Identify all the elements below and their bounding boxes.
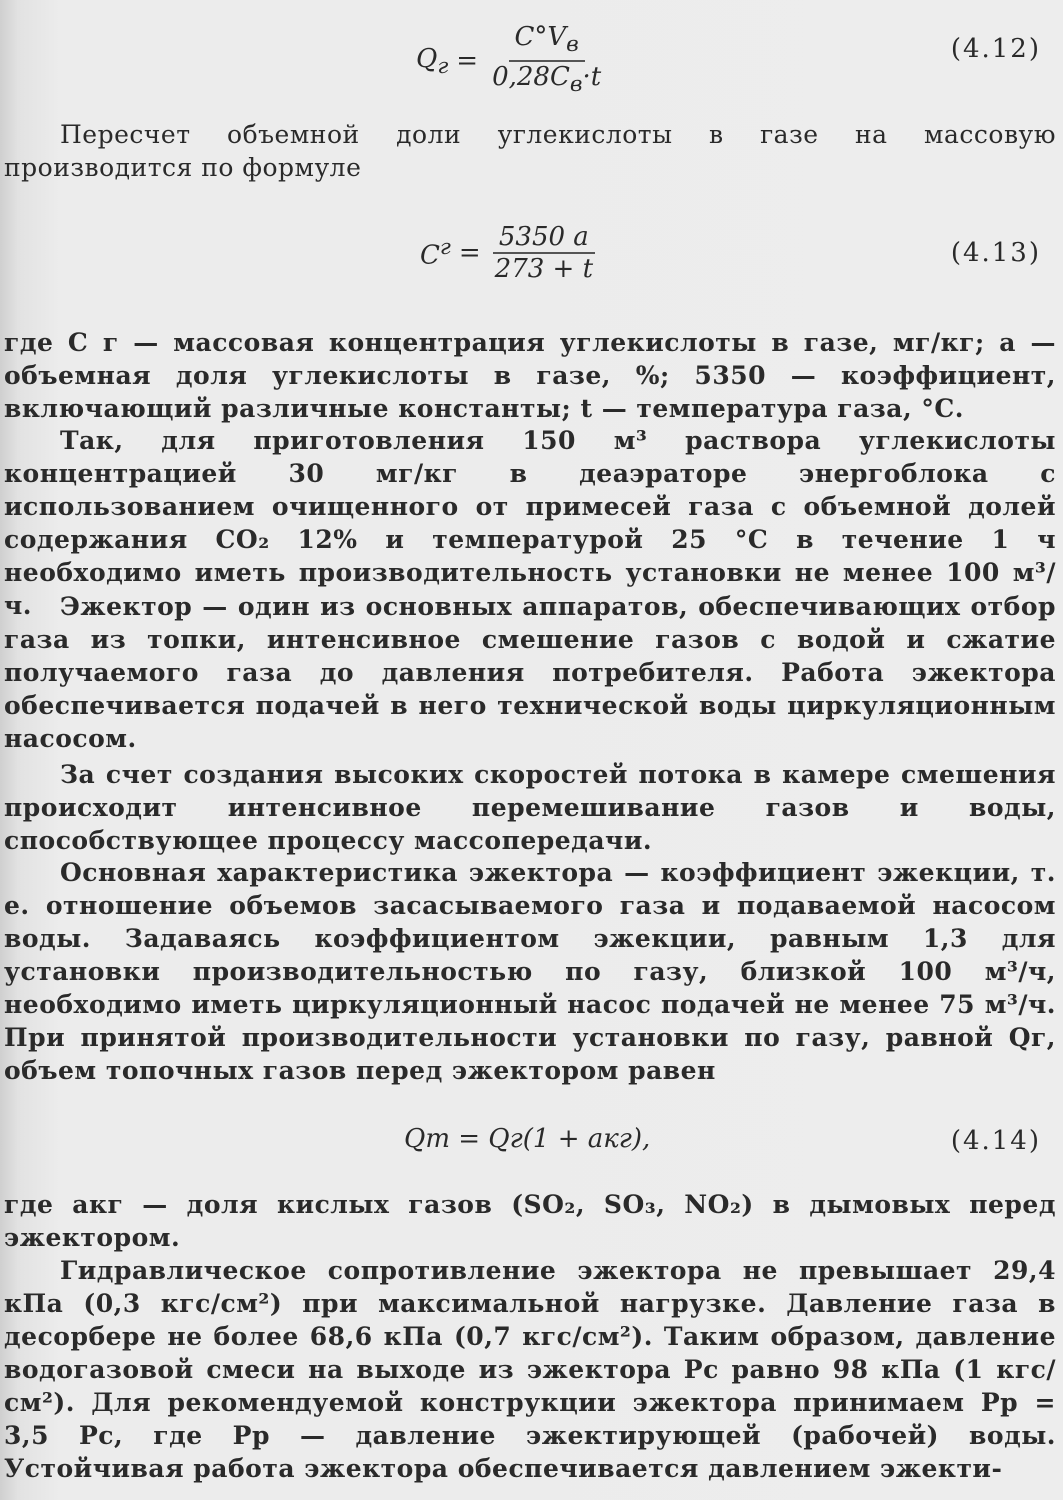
paragraph-mixing — [4, 758, 1056, 857]
formula-4-12 — [416, 22, 607, 100]
formula-4-14-text: Qт = Qг(1 + aкг), — [404, 1124, 651, 1154]
paragraph-example-text: Так, для приготовления 150 м³ раствора углекислоты концентрацией 30 мг/кг в деаэраторе энергоблока с использованием очищенного от примесей газа с объемной долей содержания CO₂ 12% и температурой 25 °С в течение 1 ч необходимо иметь производительность установки не менее 100 м³/ч. — [4, 426, 1056, 620]
formula-4-12-fraction — [486, 22, 607, 100]
formula-4-12-numerator: $C^\circ V_в$ — [509, 22, 585, 62]
paragraph-resistance — [4, 1254, 1056, 1485]
formula-4-13-lhs: $C^г$ — [420, 235, 451, 271]
paragraph-mixing-text: За счет создания высоких скоростей потока в камере смешения происходит интенсивное перемешивание газов и воды, способствующее процессу массопередачи. — [4, 760, 1056, 855]
paragraph-where — [4, 326, 1056, 425]
formula-4-13-denominator: 273 + t — [494, 254, 594, 284]
equation-number-4-12: (4.12) — [950, 34, 1041, 64]
formula-4-13-fraction — [489, 222, 599, 284]
paragraph-acid — [4, 1188, 1056, 1254]
formula-4-12-eq: = — [456, 46, 479, 77]
paragraph-where-text: где C г — массовая концентрация углекислоты в газе, мг/кг; a — объемная доля углекислоты в газе, %; 5350 — коэффициент, включающий различные константы; t — температура газа, °С. — [4, 328, 1056, 423]
paragraph-ejector-text: Эжектор — один из основных аппаратов, обеспечивающих отбор газа из топки, интенсивное смешение газов с водой и сжатие получаемого газа до давления потребителя. Работа эжектора обеспечивается подачей в него технической воды циркуляционным насосом. — [4, 592, 1056, 753]
formula-4-14 — [404, 1124, 650, 1154]
formula-4-13-eq: = — [458, 238, 481, 268]
paragraph-characteristic-text: Основная характеристика эжектора — коэффициент эжекции, т. е. отношение объемов засасываемого газа и подаваемой насосом воды. Задаваясь коэффициентом эжекции, равным 1,3 для установки производительностью по газу, близкой 100 м³/ч, необходимо иметь циркуляционный насос подачей не менее 75 м³/ч. При принятой производительности установки по газу, равной Qг, объем топочных газов перед эжектором равен — [4, 858, 1056, 1085]
formula-4-12-denominator: $0,28C_в\cdot t$ — [492, 62, 602, 98]
equation-number-4-13: (4.13) — [950, 238, 1041, 268]
formula-4-12-lhs: $Q_г$ — [416, 43, 449, 79]
paragraph-recalc-text: Пересчет объемной доли углекислоты в газе на массовую производится по формуле — [4, 120, 1056, 182]
paragraph-ejector — [4, 590, 1056, 755]
paragraph-acid-text: где aкг — доля кислых газов (SO₂, SO₃, NO₂) в дымовых перед эжектором. — [4, 1190, 1056, 1252]
paragraph-recalc — [4, 118, 1056, 184]
equation-number-4-14: (4.14) — [950, 1126, 1041, 1156]
formula-4-13-numerator: 5350 a — [493, 222, 595, 254]
paragraph-resistance-text: Гидравлическое сопротивление эжектора не превышает 29,4 кПа (0,3 кгс/см²) при максимальной нагрузке. Давление газа в десорбере не более 68,6 кПа (0,7 кгс/см²). Таким образом, давление водогазовой смеси на выходе из эжектора Pc равно 98 кПа (1 кгс/см²). Для рекомендуемой конструкции эжектора принимаем Pp = 3,5 Pc, где Pp — давление эжектирующей (рабочей) воды. Устойчивая работа эжектора обеспечивается давлением эжекти- — [4, 1256, 1056, 1483]
formula-4-13 — [420, 222, 599, 284]
paragraph-characteristic — [4, 856, 1056, 1087]
